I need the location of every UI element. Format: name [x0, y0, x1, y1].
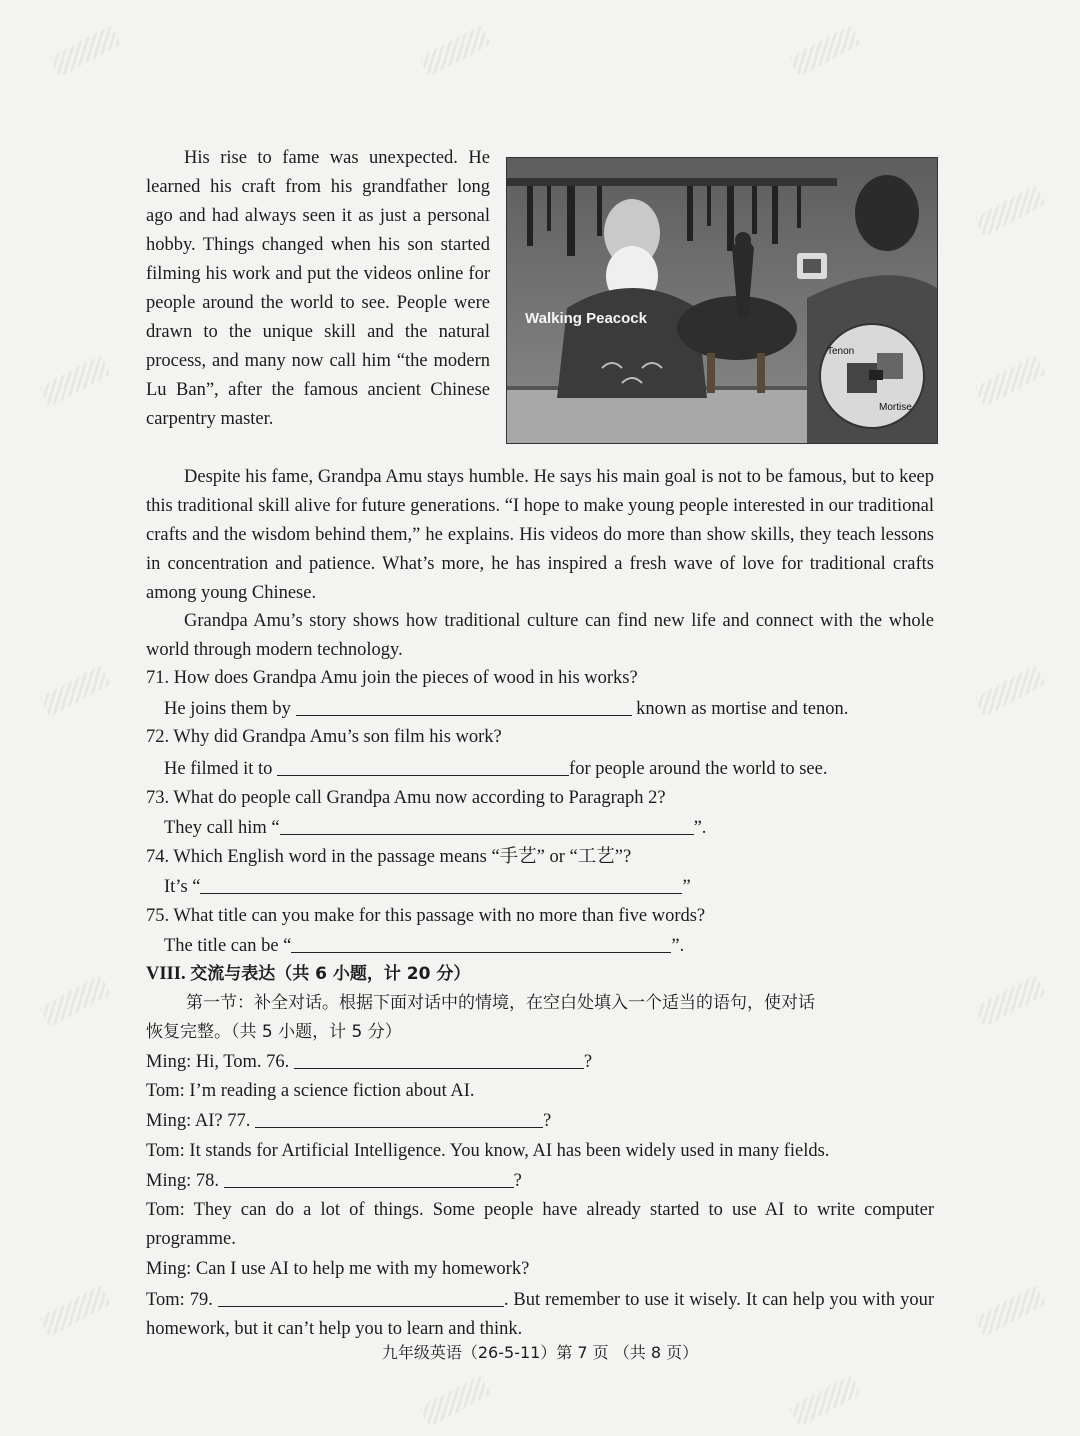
- answer-blank-76[interactable]: [294, 1048, 584, 1069]
- watermark: [789, 25, 861, 77]
- dialogue-line: Ming: Can I use AI to help me with my homework?: [146, 1259, 530, 1279]
- question-73: 73. What do people call Grandpa Amu now according to Paragraph 2?: [146, 788, 666, 808]
- illustration-carpenter: [506, 157, 938, 444]
- watermark: [39, 665, 111, 717]
- answer-line-72: He filmed it to for people around the world to see.: [164, 755, 827, 784]
- answer-line-73: They call him “ ”.: [164, 814, 706, 843]
- figure-label: Walking Peacock: [525, 310, 647, 327]
- watermark: [39, 1285, 111, 1337]
- mortise-label: Mortise: [879, 402, 912, 413]
- dialogue-line-79: Tom: 79. . But remember to use it wisely. It can help you with your homework, but it can’t help you to learn and think.: [146, 1286, 934, 1344]
- watermark: [39, 355, 111, 407]
- passage-paragraph-3: Grandpa Amu’s story shows how traditional culture can find new life and connect with the whole world through modern technology.: [146, 611, 934, 660]
- question-72: 72. Why did Grandpa Amu’s son film his work?: [146, 727, 502, 747]
- dialogue-line-76: Ming: Hi, Tom. 76. ?: [146, 1048, 592, 1077]
- answer-blank-71[interactable]: [296, 695, 632, 716]
- question-74: 74. Which English word in the passage means “手艺” or “工艺”?: [146, 847, 632, 867]
- answer-blank-77[interactable]: [255, 1107, 543, 1128]
- tenon-label: Tenon: [827, 346, 855, 357]
- watermark: [419, 25, 491, 77]
- answer-blank-74[interactable]: [200, 873, 682, 894]
- dialogue-line-77: Ming: AI? 77. ?: [146, 1107, 551, 1136]
- answer-blank-72[interactable]: [277, 755, 569, 776]
- watermark: [789, 1375, 861, 1427]
- watermark: [974, 665, 1046, 717]
- watermark: [39, 975, 111, 1027]
- answer-line-75: The title can be “ ”.: [164, 932, 684, 961]
- watermark: [49, 25, 121, 77]
- answer-line-74: It’s “ ”: [164, 873, 691, 902]
- workshop-illustration: [507, 158, 937, 443]
- dialogue-line: Tom: I’m reading a science fiction about AI.: [146, 1081, 475, 1101]
- section-instructions-line2: 恢复完整。（共 5 小题，计 5 分）: [146, 1022, 402, 1042]
- watermark: [419, 1375, 491, 1427]
- answer-blank-78[interactable]: [224, 1167, 514, 1188]
- passage-paragraph-2: Despite his fame, Grandpa Amu stays humble. He says his main goal is not to be famous, but to keep this traditional skill alive for future generations. “I hope to make young people interested in our traditional crafts and the wisdom behind them,” he explains. His videos do more than show skills, they teach lessons in concentration and patience. What’s more, he has inspired a fresh wave of love for traditional crafts among young Chinese.: [146, 467, 934, 603]
- question-75: 75. What title can you make for this passage with no more than five words?: [146, 906, 706, 926]
- answer-line-71: He joins them by known as mortise and tenon.: [164, 695, 848, 724]
- dialogue-line-78: Ming: 78. ?: [146, 1167, 522, 1196]
- question-71: 71. How does Grandpa Amu join the pieces of wood in his works?: [146, 668, 638, 688]
- dialogue-line-long: Tom: They can do a lot of things. Some people have already started to use AI to write computer programme.: [146, 1200, 934, 1249]
- section-instructions-line1: 第一节：补全对话。根据下面对话中的情境，在空白处填入一个适当的语句，使对话: [186, 993, 815, 1013]
- answer-blank-73[interactable]: [280, 814, 694, 835]
- watermark: [974, 185, 1046, 237]
- watermark: [974, 355, 1046, 407]
- watermark: [974, 975, 1046, 1027]
- dialogue-line: Tom: It stands for Artificial Intelligence. You know, AI has been widely used in many fields.: [146, 1141, 830, 1161]
- answer-blank-75[interactable]: [291, 932, 671, 953]
- section-heading: VIII. 交流与表达（共 6 小题，计 20 分）: [146, 964, 471, 984]
- answer-blank-79[interactable]: [218, 1286, 504, 1307]
- page-footer: 九年级英语（26-5-11）第 7 页 （共 8 页）: [381, 1343, 699, 1362]
- watermark: [974, 1285, 1046, 1337]
- passage-paragraph-1: His rise to fame was unexpected. He learned his craft from his grandfather long ago and had always seen it as just a personal hobby. Things changed when his son started filming his work and put the videos online for people around the world to see. People were drawn to the unique skill and the natural process, and many now call him “the modern Lu Ban”, after the famous ancient Chinese carpentry master.: [146, 148, 490, 429]
